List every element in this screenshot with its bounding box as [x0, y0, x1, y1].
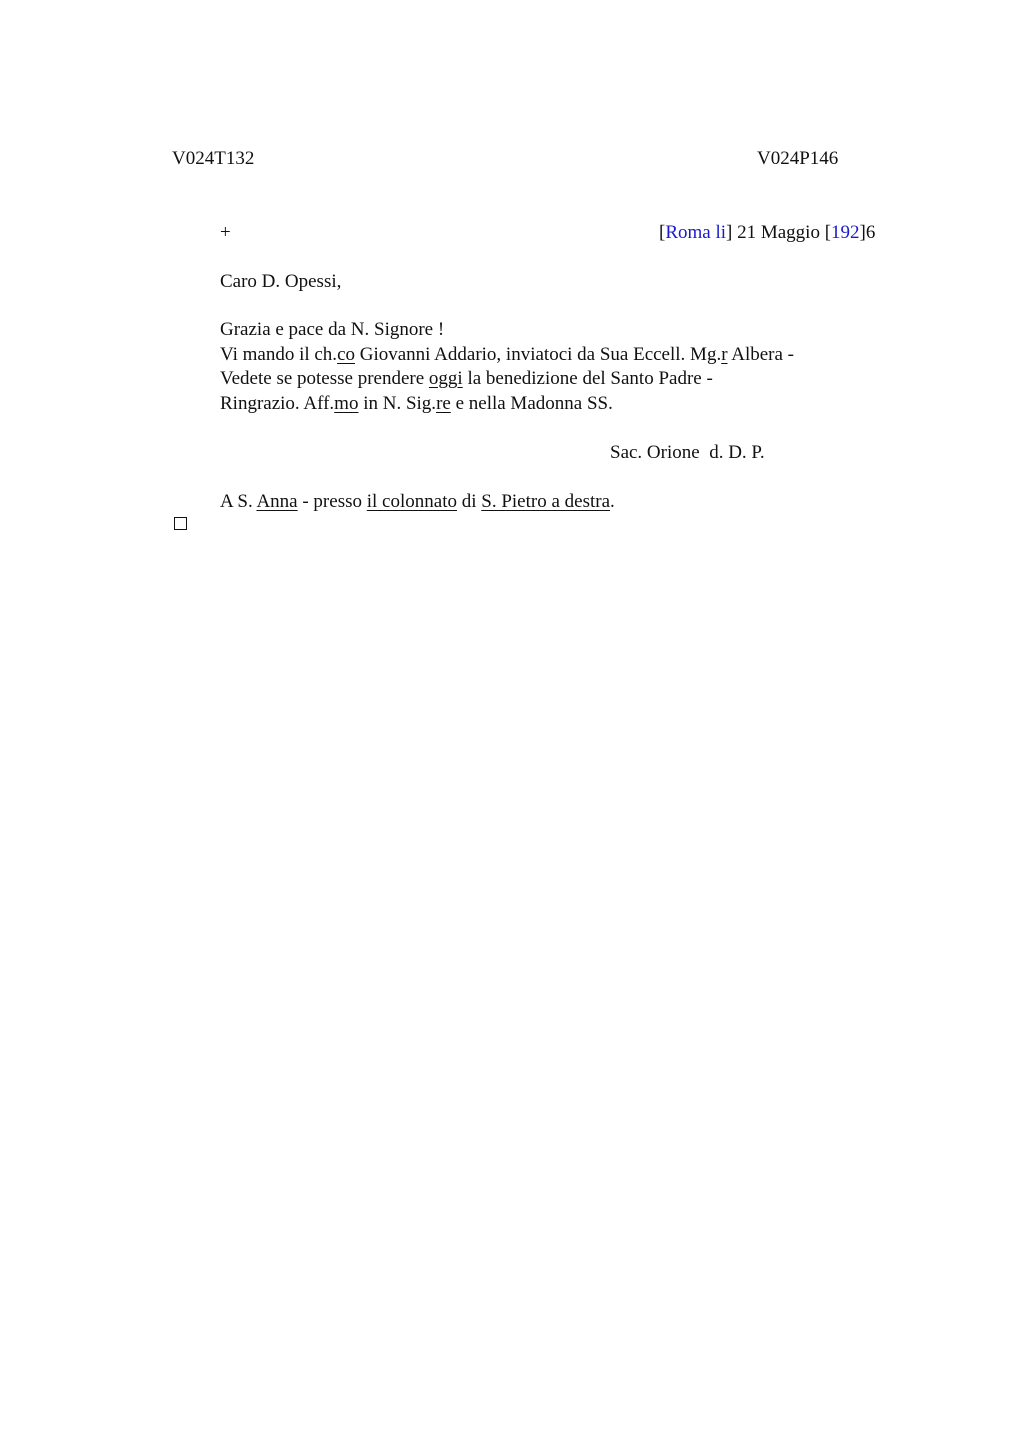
address-line — [220, 490, 615, 514]
date-year-part: 192 — [831, 222, 860, 243]
body-line-3 — [220, 367, 713, 391]
signature: Sac. Orione d. D. P. — [610, 442, 765, 463]
text-span: A S. — [220, 491, 257, 512]
text-span: Ringrazio. Aff. — [220, 393, 335, 414]
underlined-word: Anna — [256, 491, 298, 512]
underlined-abbrev: mo — [334, 393, 359, 414]
text-span: in N. Sig. — [358, 393, 437, 414]
date-bracket: ] — [726, 222, 733, 243]
text-span: la benedizione del Santo Padre - — [462, 368, 713, 389]
date-bracket: [ — [659, 222, 666, 243]
text-span: - presso — [297, 491, 367, 512]
text-span: Giovanni Addario, inviatoci da Sua Eccell. Mg. — [355, 344, 722, 365]
document-code-left: V024T132 — [172, 148, 255, 169]
date-bracket: [ — [824, 222, 832, 243]
date-place: Roma li — [665, 222, 727, 243]
text-span: e nella Madonna SS. — [450, 393, 613, 414]
underlined-word: il colonnato — [366, 491, 457, 512]
date-year-end: 6 — [865, 222, 876, 243]
text-span: di — [456, 491, 482, 512]
end-marker-square-icon — [174, 517, 187, 530]
text-span: . — [610, 491, 615, 512]
body-line-4 — [220, 392, 613, 416]
text-span: Albera - — [727, 344, 795, 365]
letter-date — [659, 221, 875, 245]
body-line-2 — [220, 343, 794, 367]
date-day-month: 21 Maggio — [732, 222, 825, 243]
text-span: Vedete se potesse prendere — [220, 368, 429, 389]
body-line-1: Grazia e pace da N. Signore ! — [220, 319, 445, 340]
document-code-right: V024P146 — [757, 148, 839, 169]
cross-mark: + — [220, 222, 231, 243]
underlined-abbrev: re — [436, 393, 451, 414]
salutation: Caro D. Opessi, — [220, 271, 342, 292]
underlined-abbrev: co — [337, 344, 355, 365]
underlined-word: oggi — [428, 368, 463, 389]
date-bracket: ] — [859, 222, 866, 243]
underlined-word: S. Pietro a destra — [481, 491, 611, 512]
underlined-abbrev: r — [721, 344, 728, 365]
text-span: Vi mando il ch. — [220, 344, 338, 365]
